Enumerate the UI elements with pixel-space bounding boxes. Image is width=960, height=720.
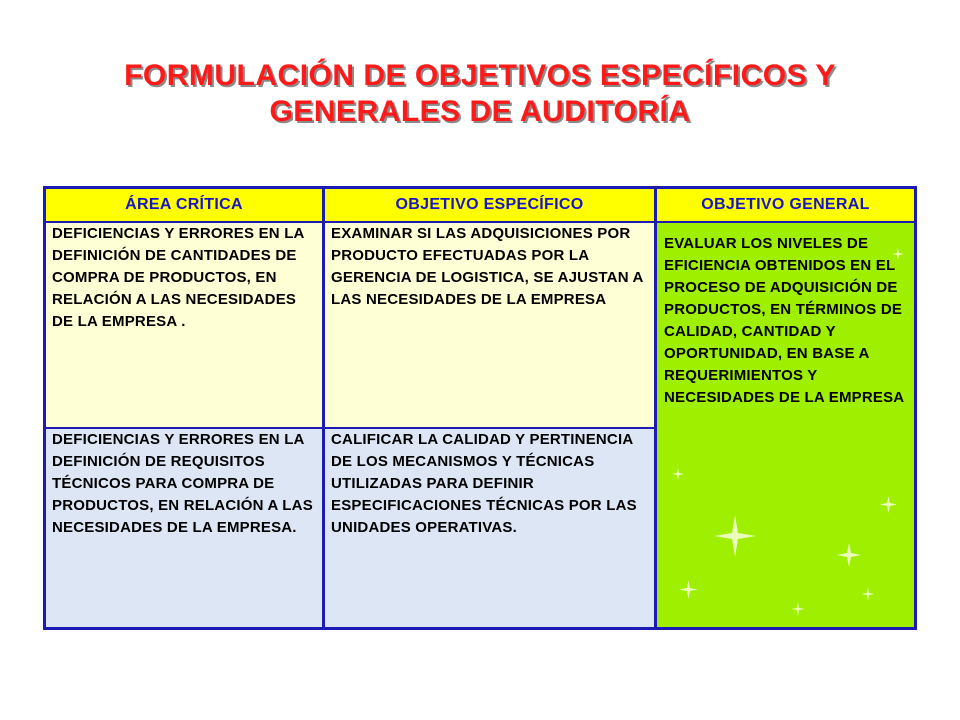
sparkle-icon bbox=[791, 602, 805, 616]
column-divider bbox=[654, 189, 657, 627]
title-line-1: FORMULACIÓN DE OBJETIVOS ESPECÍFICOS Y bbox=[124, 59, 836, 92]
column-divider bbox=[322, 189, 325, 627]
sparkle-icon bbox=[714, 515, 756, 557]
row1-objetivo-especifico: EXAMINAR SI LAS ADQUISICIONES POR PRODUCTO EFECTUADAS POR LA GERENCIA DE LOGISTICA, SE AJUSTAN A LAS NECESIDADES DE LA EMPRESA bbox=[325, 223, 654, 427]
title-line-2: GENERALES DE AUDITORÍA bbox=[269, 95, 691, 128]
header-divider bbox=[46, 221, 914, 223]
header-objetivo-general: OBJETIVO GENERAL bbox=[657, 189, 914, 221]
header-area-critica: ÁREA CRÍTICA bbox=[46, 189, 322, 221]
row2-area-critica: DEFICIENCIAS Y ERRORES EN LA DEFINICIÓN DE REQUISITOS TÉCNICOS PARA COMPRA DE PRODUCTOS, EN RELACIÓN A LAS NECESIDADES DE LA EMPRESA. bbox=[46, 429, 322, 627]
page-title bbox=[60, 58, 900, 130]
row2-objetivo-especifico: CALIFICAR LA CALIDAD Y PERTINENCIA DE LOS MECANISMOS Y TÉCNICAS UTILIZADAS PARA DEFINIR ESPECIFICACIONES TÉCNICAS POR LAS UNIDADES OPERATIVAS. bbox=[325, 429, 654, 627]
general-objective-text: EVALUAR LOS NIVELES DE EFICIENCIA OBTENIDOS EN EL PROCESO DE ADQUISICIÓN DE PRODUCTOS, EN TÉRMINOS DE CALIDAD, CANTIDAD Y OPORTUNIDAD, EN BASE A REQUERIMIENTOS Y NECESIDADES DE LA EMPRESA bbox=[664, 235, 905, 406]
row1-area-critica: DEFICIENCIAS Y ERRORES EN LA DEFINICIÓN DE CANTIDADES DE COMPRA DE PRODUCTOS, EN RELACIÓN A LAS NECESIDADES DE LA EMPRESA . bbox=[46, 223, 322, 427]
sparkle-icon bbox=[861, 587, 875, 601]
sparkle-icon bbox=[880, 496, 897, 513]
objectives-table bbox=[43, 186, 917, 630]
sparkle-icon bbox=[837, 543, 861, 567]
header-objetivo-especifico: OBJETIVO ESPECÍFICO bbox=[325, 189, 654, 221]
general-objective-cell bbox=[657, 223, 914, 627]
sparkle-icon bbox=[679, 580, 698, 599]
row-divider bbox=[46, 427, 654, 429]
sparkle-icon bbox=[672, 468, 684, 480]
